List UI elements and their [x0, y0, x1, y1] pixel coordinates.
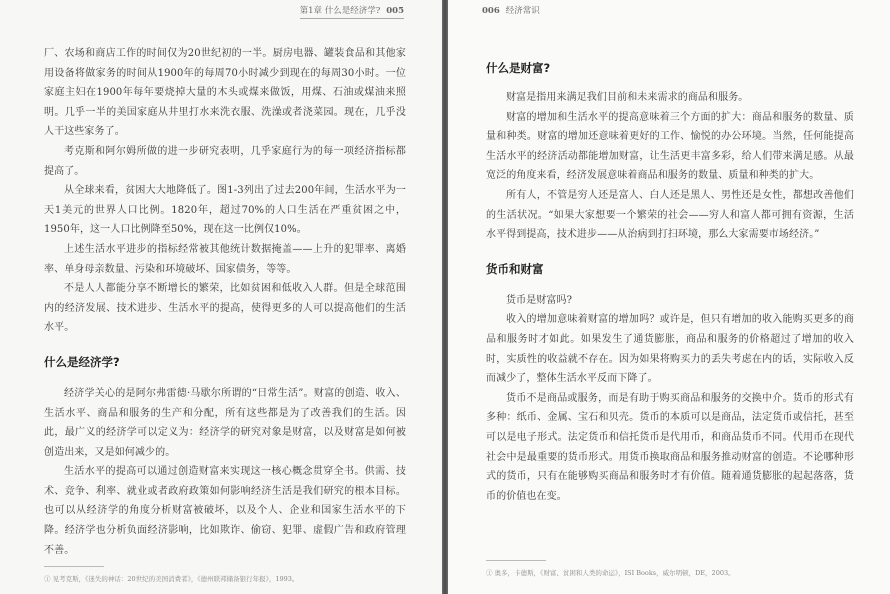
paragraph: 生活水平的提高可以通过创造财富来实现这一核心概念贯穿全书。供需、技术、竞争、利率、就业或者政府政策如何影响经济生活是我们研究的根本目标。也可以从经济学的角度分析财富被破坏，以及个人、企业和国家生活水平的下降。经济学也分析负面经济影响，比如欺诈、偷窃、犯罪、虚假广告和政府管理不善。: [44, 466, 406, 556]
paragraph: 厂、农场和商店工作的时间仅为20世纪初的一半。厨房电器、罐装食品和其他家用设备将做家务的时间从1900年的每周70小时减少到现在的每周30小时。一位家庭主妇在1900年每年要烧掉大量的木头或煤来做饭，用煤、石油或煤油来照明。几乎一半的美国家庭从井里打水来洗衣服、洗澡或者浇菜园。现在，几乎没人干这些家务了。: [44, 48, 406, 138]
chapter-title: 第1章 什么是经济学?: [299, 6, 381, 16]
paragraph: 考克斯和阿尔姆所做的进一步研究表明，几乎家庭行为的每一项经济指标都提高了。: [44, 145, 406, 177]
left-page: [0, 0, 442, 594]
paragraph: 货币不是商品或服务，而是有助于购买商品和服务的交换中介。货币的形式有多种：纸币、金属、宝石和贝壳。货币的本质可以是商品，法定货币或信托，甚至可以是电子形式。法定货币和信托货币是代用币，和商品货币不同。代用币在现代社会中是最重要的货币形式。用货币换取商品和服务推动财富的创造。不论哪种形式的货币，只有在能够购买商品和服务时才有价值。随着通货膨胀的起起落落，货币的价值也在变。: [486, 392, 854, 502]
footnote-divider: [486, 560, 546, 561]
paragraph: 从全球来看，贫困大大地降低了。图1-3列出了过去200年间，生活水平为一天1美元的世界人口比例。1820年，超过70%的人口生活在严重贫困之中，1950年，这一人口比例降至50%，现在这一比例仅10%。: [44, 185, 406, 236]
page-number: 006: [482, 6, 500, 16]
paragraph: 经济学关心的是阿尔弗雷德·马歇尔所谓的“日常生活”。财富的创造、收入、生活水平、商品和服务的生产和分配，所有这些都是为了改善我们的生活。因此，最广义的经济学可以定义为：经济学的研究对象是财富，以及财富是如何被创造出来，又是如何减少的。: [44, 387, 406, 458]
paragraph: 上述生活水平进步的指标经常被其他统计数据掩盖——上升的犯罪率、离婚率、单身母亲数量、污染和环境破坏、国家债务，等等。: [44, 243, 406, 275]
running-head-right: [482, 4, 540, 16]
page-number: 005: [386, 6, 404, 16]
page-body: [44, 44, 406, 560]
page-body: [486, 58, 854, 506]
section-heading: 什么是财富?: [486, 61, 551, 75]
book-title: 经济常识: [505, 6, 540, 16]
paragraph: 财富的增加和生活水平的提高意味着三个方面的扩大：商品和服务的数量、质量和种类。财富的增加还意味着更好的工作、愉悦的办公环境。当然，任何能提高生活水平的经济活动都能增加财富，让生活更丰富多彩，给人们带来满足感。从最宽泛的角度来看，经济发展意味着商品和服务的数量、质量和种类的扩大。: [486, 111, 854, 182]
footnote-divider: [44, 566, 104, 567]
section-heading: 什么是经济学?: [44, 354, 120, 369]
footnote: ① 见考克斯，《迷失的神话：20世纪的美国消费者》，《德州联邦储备银行年报》，1993。: [44, 575, 299, 583]
paragraph: 所有人，不管是穷人还是富人、白人还是黑人、男性还是女性，都想改善他们的生活状况。“如果大家想要一个繁荣的社会——穷人和富人都可拥有资源，生活水平得到提高，技术进步——从治病到打扫环境，那么大家需要市场经济。”: [486, 189, 854, 241]
paragraph: 不是人人都能分享不断增长的繁荣，比如贫困和低收入人群。但是全球范围内的经济发展、技术进步、生活水平的提高，使得更多的人可以提高他们的生活水平。: [44, 283, 406, 334]
right-page: [448, 0, 890, 594]
running-head-left: [300, 4, 404, 19]
paragraph: 财富是指用来满足我们目前和未来需求的商品和服务。: [506, 92, 749, 103]
paragraph: 收入的增加意味着财富的增加吗？或许是，但只有增加的收入能购买更多的商品和服务时才如此。如果发生了通货膨胀，商品和服务的价格超过了增加的收入时，实质性的收益就不存在。因为如果将购买力的丢失考虑在内的话，实际收入反而减少了，整体生活水平反而下降了。: [486, 314, 854, 385]
paragraph: 货币是财富吗?: [506, 294, 573, 306]
footnote: ① 奥多，卡德斯，《财富、贫困和人类的命运》，ISI Books，威尔明顿，DE，2003。: [486, 569, 735, 577]
section-heading: 货币和财富: [486, 261, 544, 276]
